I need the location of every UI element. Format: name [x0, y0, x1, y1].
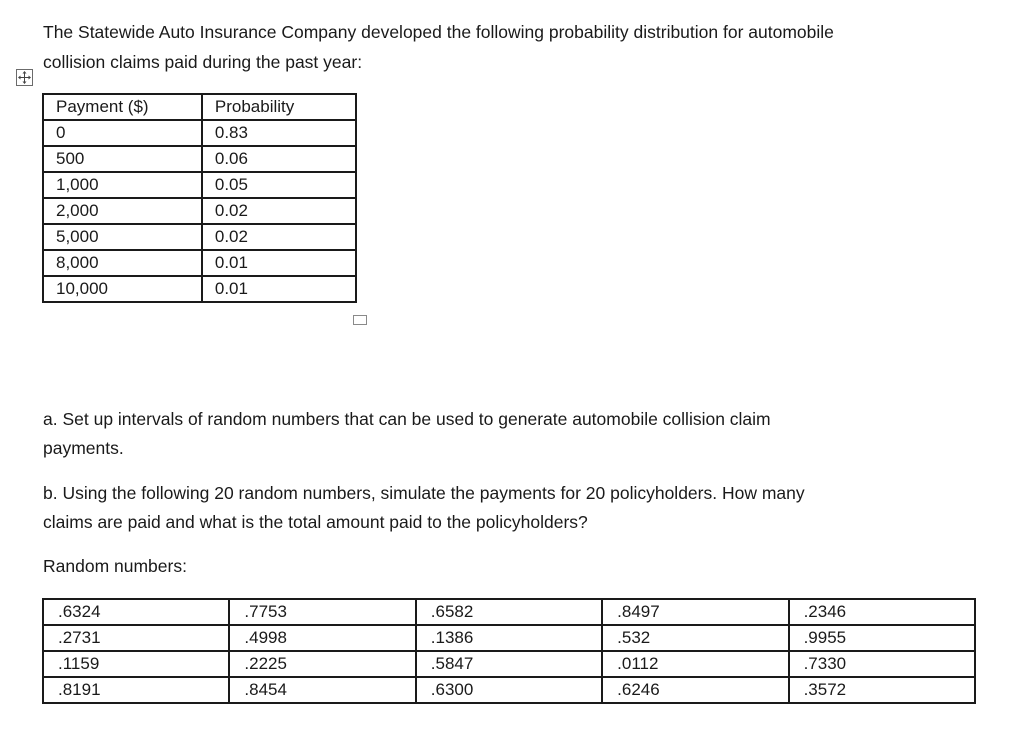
- probability-cell[interactable]: 0.01: [202, 250, 356, 276]
- random-number-cell[interactable]: .2346: [789, 599, 975, 625]
- payment-cell[interactable]: 1,000: [43, 172, 202, 198]
- probability-cell[interactable]: 0.06: [202, 146, 356, 172]
- random-number-cell[interactable]: .0112: [602, 651, 788, 677]
- random-number-cell[interactable]: .7753: [229, 599, 415, 625]
- header-probability[interactable]: Probability: [202, 94, 356, 120]
- random-number-cell[interactable]: .6300: [416, 677, 602, 703]
- probability-cell[interactable]: 0.02: [202, 198, 356, 224]
- probability-cell[interactable]: 0.02: [202, 224, 356, 250]
- table-row: [43, 250, 356, 276]
- random-number-cell[interactable]: .7330: [789, 651, 975, 677]
- question-part-b: [43, 479, 805, 537]
- random-number-cell[interactable]: .3572: [789, 677, 975, 703]
- header-payment[interactable]: Payment ($): [43, 94, 202, 120]
- random-numbers-label: Random numbers:: [43, 556, 187, 576]
- random-number-cell[interactable]: .6246: [602, 677, 788, 703]
- payment-cell[interactable]: 8,000: [43, 250, 202, 276]
- intro-paragraph: [43, 17, 834, 77]
- payment-cell[interactable]: 10,000: [43, 276, 202, 302]
- table-row: [43, 599, 975, 625]
- random-number-cell[interactable]: .4998: [229, 625, 415, 651]
- payment-cell[interactable]: 0: [43, 120, 202, 146]
- table-header-row: [43, 94, 356, 120]
- random-number-cell[interactable]: .6324: [43, 599, 229, 625]
- random-number-cell[interactable]: .5847: [416, 651, 602, 677]
- table-row: [43, 120, 356, 146]
- payment-cell[interactable]: 5,000: [43, 224, 202, 250]
- intro-line-1: The Statewide Auto Insurance Company developed the following probability distribution for automobile: [43, 22, 834, 42]
- payment-cell[interactable]: 2,000: [43, 198, 202, 224]
- probability-cell[interactable]: 0.01: [202, 276, 356, 302]
- part-a-line-2: payments.: [43, 438, 124, 458]
- probability-cell[interactable]: 0.05: [202, 172, 356, 198]
- random-number-cell[interactable]: .532: [602, 625, 788, 651]
- part-b-line-2: claims are paid and what is the total amount paid to the policyholders?: [43, 512, 588, 532]
- random-numbers-table: [42, 598, 976, 704]
- intro-line-2: collision claims paid during the past year:: [43, 52, 363, 72]
- table-move-handle-icon[interactable]: [16, 69, 33, 86]
- probability-distribution-table: [42, 93, 357, 303]
- move-arrows-icon: [18, 71, 31, 84]
- random-number-cell[interactable]: .1159: [43, 651, 229, 677]
- random-number-cell[interactable]: .2225: [229, 651, 415, 677]
- random-number-cell[interactable]: .8454: [229, 677, 415, 703]
- table-row: [43, 198, 356, 224]
- random-number-cell[interactable]: .1386: [416, 625, 602, 651]
- table-row: [43, 625, 975, 651]
- payment-cell[interactable]: 500: [43, 146, 202, 172]
- table-resize-handle-icon[interactable]: [353, 315, 367, 325]
- random-number-cell[interactable]: .8497: [602, 599, 788, 625]
- table-row: [43, 651, 975, 677]
- table-row: [43, 172, 356, 198]
- random-number-cell[interactable]: .8191: [43, 677, 229, 703]
- question-part-a: [43, 405, 771, 463]
- random-number-cell[interactable]: .9955: [789, 625, 975, 651]
- table-row: [43, 677, 975, 703]
- random-number-cell[interactable]: .2731: [43, 625, 229, 651]
- random-number-cell[interactable]: .6582: [416, 599, 602, 625]
- part-b-line-1: b. Using the following 20 random numbers, simulate the payments for 20 policyholders. How many: [43, 483, 805, 503]
- table-row: [43, 146, 356, 172]
- table-row: [43, 276, 356, 302]
- table-row: [43, 224, 356, 250]
- part-a-line-1: a. Set up intervals of random numbers that can be used to generate automobile collision claim: [43, 409, 771, 429]
- probability-cell[interactable]: 0.83: [202, 120, 356, 146]
